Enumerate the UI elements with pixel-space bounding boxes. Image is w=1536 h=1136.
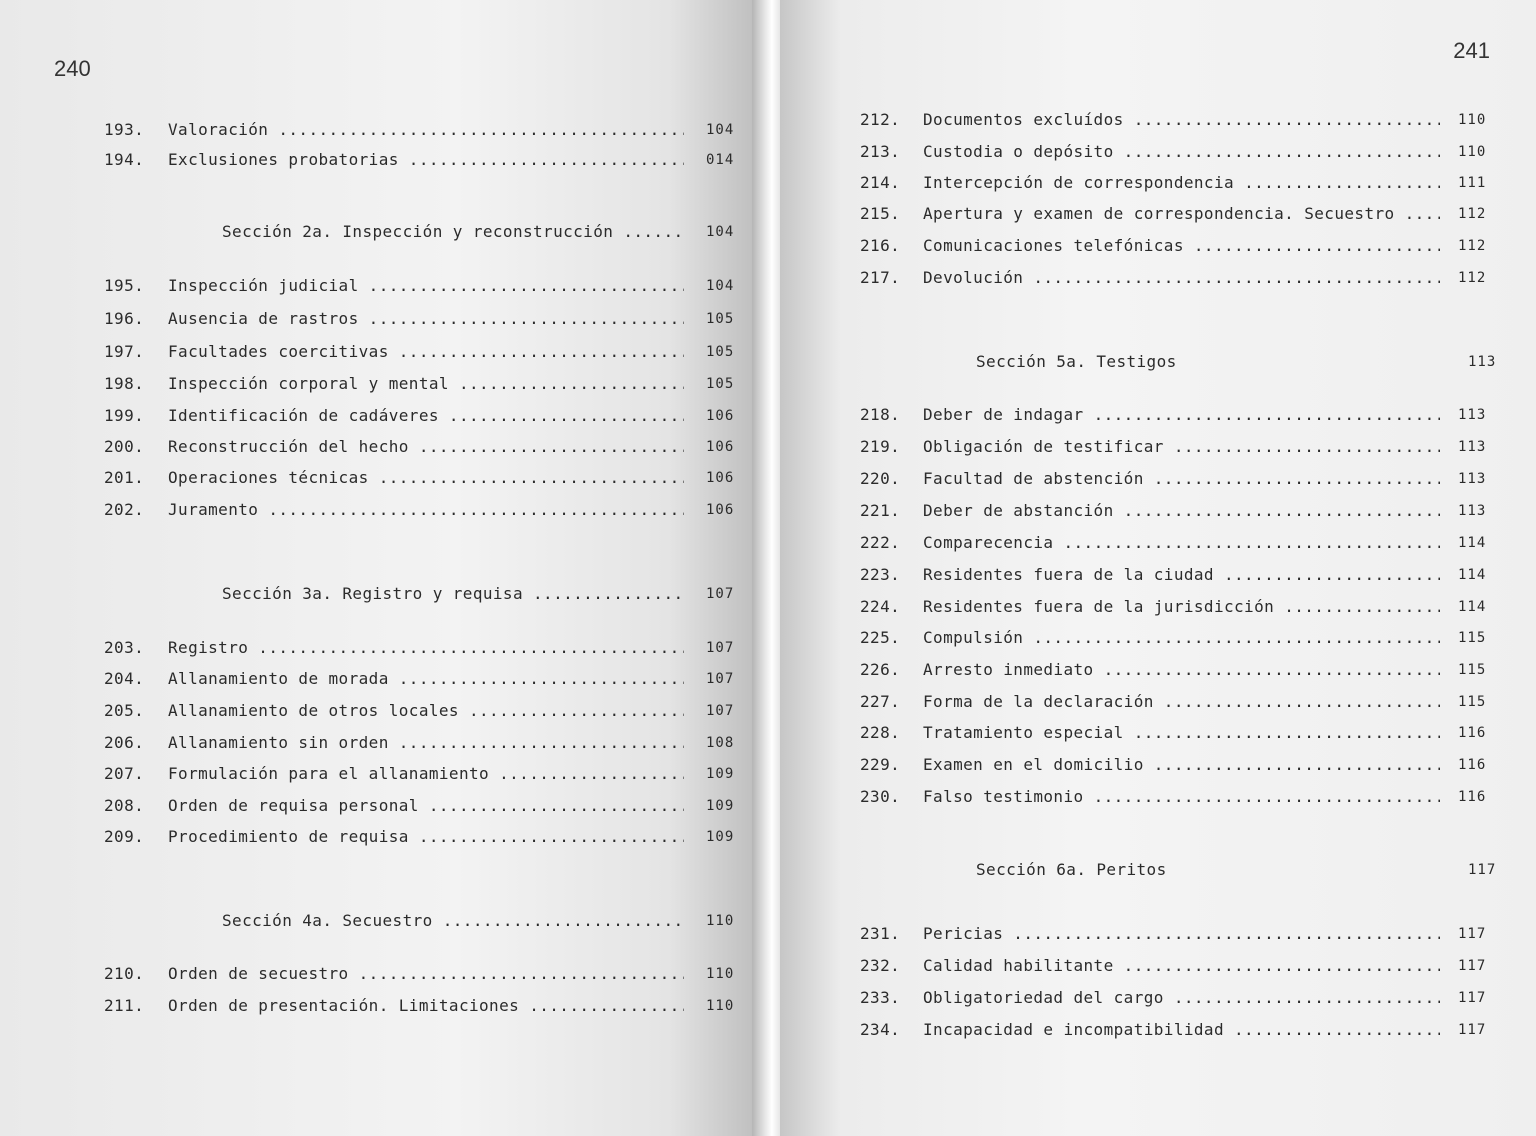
entry-page: 109	[706, 798, 735, 814]
section-page: 110	[706, 913, 735, 929]
entry-number: 210.	[104, 964, 145, 983]
entry-number: 233.	[860, 988, 901, 1007]
entry-title: Orden de presentación. Limitaciones .....	[168, 996, 684, 1015]
entry-number: 195.	[104, 276, 145, 295]
entry-page: 113	[1458, 407, 1487, 423]
entry-number: 229.	[860, 755, 901, 774]
entry-page: 117	[1458, 1022, 1487, 1038]
entry-title: Obligación de testificar .....	[923, 437, 1440, 456]
entry-page: 104	[706, 122, 735, 138]
entry-title: Pericias .....	[923, 924, 1440, 943]
section-title: Sección 6a. Peritos	[976, 860, 1167, 879]
toc-entry	[780, 755, 1536, 779]
entry-title: Exclusiones probatorias .....	[168, 150, 684, 169]
entry-number: 211.	[104, 996, 145, 1015]
entry-page: 109	[706, 829, 735, 845]
entry-number: 206.	[104, 733, 145, 752]
entry-page: 115	[1458, 694, 1487, 710]
entry-number: 202.	[104, 500, 145, 519]
section-title: Sección 3a. Registro y requisa .....	[222, 584, 684, 603]
section-page: 117	[1468, 862, 1497, 878]
entry-page: 110	[1458, 144, 1487, 160]
entry-number: 193.	[104, 120, 145, 139]
entry-page: 114	[1458, 599, 1487, 615]
toc-entry	[780, 173, 1536, 197]
entry-page: 110	[1458, 112, 1487, 128]
entry-number: 199.	[104, 406, 145, 425]
section-title: Sección 2a. Inspección y reconstrucción .....	[222, 222, 684, 241]
entry-title: Facultad de abstención .....	[923, 469, 1440, 488]
entry-number: 200.	[104, 437, 145, 456]
entry-title: Compulsión .....	[923, 628, 1440, 647]
toc-entry	[0, 468, 760, 492]
toc-entry	[780, 204, 1536, 228]
toc-entry	[0, 796, 760, 820]
entry-page: 113	[1458, 439, 1487, 455]
entry-page: 105	[706, 376, 735, 392]
entry-page: 105	[706, 311, 735, 327]
entry-number: 209.	[104, 827, 145, 846]
left-page	[0, 0, 760, 1136]
entry-page: 106	[706, 470, 735, 486]
toc-list-right	[780, 0, 1536, 1136]
entry-page: 113	[1458, 503, 1487, 519]
toc-entry	[780, 405, 1536, 429]
toc-entry	[780, 692, 1536, 716]
entry-number: 231.	[860, 924, 901, 943]
entry-number: 218.	[860, 405, 901, 424]
section-heading	[0, 584, 760, 608]
entry-number: 234.	[860, 1020, 901, 1039]
entry-page: 105	[706, 344, 735, 360]
entry-title: Formulación para el allanamiento .....	[168, 764, 684, 783]
entry-title: Allanamiento sin orden .....	[168, 733, 684, 752]
entry-number: 225.	[860, 628, 901, 647]
section-page: 113	[1468, 354, 1497, 370]
entry-page: 110	[706, 966, 735, 982]
entry-title: Comunicaciones telefónicas .....	[923, 236, 1440, 255]
toc-entry	[780, 597, 1536, 621]
entry-title: Comparecencia .....	[923, 533, 1440, 552]
entry-page: 117	[1458, 990, 1487, 1006]
entry-title: Forma de la declaración .....	[923, 692, 1440, 711]
entry-number: 214.	[860, 173, 901, 192]
entry-title: Residentes fuera de la jurisdicción .....	[923, 597, 1440, 616]
toc-entry	[0, 406, 760, 430]
entry-number: 232.	[860, 956, 901, 975]
toc-entry	[0, 437, 760, 461]
entry-title: Apertura y examen de correspondencia. Secuestro .....	[923, 204, 1440, 223]
entry-number: 194.	[104, 150, 145, 169]
entry-number: 227.	[860, 692, 901, 711]
entry-page: 113	[1458, 471, 1487, 487]
toc-entry	[780, 723, 1536, 747]
entry-number: 215.	[860, 204, 901, 223]
entry-number: 204.	[104, 669, 145, 688]
toc-entry	[780, 565, 1536, 589]
entry-number: 223.	[860, 565, 901, 584]
entry-page: 014	[706, 152, 735, 168]
entry-page: 108	[706, 735, 735, 751]
entry-page: 110	[706, 998, 735, 1014]
toc-entry	[0, 500, 760, 524]
entry-title: Operaciones técnicas .....	[168, 468, 684, 487]
entry-number: 224.	[860, 597, 901, 616]
entry-page: 106	[706, 408, 735, 424]
toc-entry	[780, 142, 1536, 166]
entry-title: Procedimiento de requisa .....	[168, 827, 684, 846]
toc-entry	[780, 787, 1536, 811]
entry-number: 196.	[104, 309, 145, 328]
toc-entry	[780, 988, 1536, 1012]
toc-entry	[780, 956, 1536, 980]
toc-entry	[780, 501, 1536, 525]
entry-page: 114	[1458, 567, 1487, 583]
entry-number: 222.	[860, 533, 901, 552]
entry-page: 107	[706, 640, 735, 656]
toc-entry	[0, 150, 760, 174]
entry-page: 112	[1458, 238, 1487, 254]
entry-page: 107	[706, 703, 735, 719]
entry-page: 117	[1458, 926, 1487, 942]
entry-title: Obligatoriedad del cargo .....	[923, 988, 1440, 1007]
entry-page: 104	[706, 278, 735, 294]
toc-entry	[0, 309, 760, 333]
entry-number: 226.	[860, 660, 901, 679]
entry-title: Falso testimonio .....	[923, 787, 1440, 806]
entry-title: Facultades coercitivas .....	[168, 342, 684, 361]
section-heading	[0, 911, 760, 935]
toc-entry	[780, 469, 1536, 493]
section-page: 104	[706, 224, 735, 240]
section-heading	[0, 222, 760, 246]
entry-page: 106	[706, 502, 735, 518]
entry-title: Identificación de cadáveres .....	[168, 406, 684, 425]
section-title: Sección 4a. Secuestro .....	[222, 911, 684, 930]
toc-entry	[780, 437, 1536, 461]
entry-page: 114	[1458, 535, 1487, 551]
entry-title: Allanamiento de morada .....	[168, 669, 684, 688]
entry-page: 116	[1458, 757, 1487, 773]
entry-title: Custodia o depósito .....	[923, 142, 1440, 161]
section-heading	[780, 352, 1536, 376]
toc-entry	[0, 638, 760, 662]
toc-entry	[0, 996, 760, 1020]
toc-entry	[0, 276, 760, 300]
entry-title: Orden de secuestro .....	[168, 964, 684, 983]
entry-number: 221.	[860, 501, 901, 520]
toc-entry	[780, 236, 1536, 260]
entry-page: 116	[1458, 725, 1487, 741]
entry-title: Reconstrucción del hecho .....	[168, 437, 684, 456]
entry-number: 213.	[860, 142, 901, 161]
entry-title: Calidad habilitante .....	[923, 956, 1440, 975]
entry-number: 201.	[104, 468, 145, 487]
toc-entry	[0, 120, 760, 144]
entry-number: 197.	[104, 342, 145, 361]
entry-number: 208.	[104, 796, 145, 815]
entry-number: 217.	[860, 268, 901, 287]
entry-title: Examen en el domicilio .....	[923, 755, 1440, 774]
entry-title: Ausencia de rastros .....	[168, 309, 684, 328]
toc-entry	[0, 764, 760, 788]
entry-number: 207.	[104, 764, 145, 783]
entry-title: Devolución .....	[923, 268, 1440, 287]
toc-entry	[0, 374, 760, 398]
toc-entry	[0, 827, 760, 851]
section-title: Sección 5a. Testigos	[976, 352, 1177, 371]
toc-entry	[780, 1020, 1536, 1044]
entry-page: 107	[706, 671, 735, 687]
section-heading	[780, 860, 1536, 884]
entry-number: 203.	[104, 638, 145, 657]
entry-number: 220.	[860, 469, 901, 488]
entry-page: 115	[1458, 662, 1487, 678]
entry-title: Inspección judicial .....	[168, 276, 684, 295]
toc-entry	[780, 924, 1536, 948]
toc-entry	[780, 628, 1536, 652]
entry-title: Residentes fuera de la ciudad .....	[923, 565, 1440, 584]
entry-number: 228.	[860, 723, 901, 742]
toc-list-left	[0, 0, 760, 1136]
entry-title: Inspección corporal y mental .....	[168, 374, 684, 393]
entry-title: Registro .....	[168, 638, 684, 657]
toc-entry	[0, 964, 760, 988]
entry-number: 198.	[104, 374, 145, 393]
entry-number: 219.	[860, 437, 901, 456]
entry-title: Intercepción de correspondencia .....	[923, 173, 1440, 192]
page-number: 241	[1453, 38, 1490, 63]
entry-page: 112	[1458, 206, 1487, 222]
toc-entry	[0, 669, 760, 693]
entry-page: 116	[1458, 789, 1487, 805]
toc-entry	[780, 110, 1536, 134]
toc-entry	[780, 660, 1536, 684]
entry-number: 216.	[860, 236, 901, 255]
page-number: 240	[54, 56, 91, 81]
entry-page: 109	[706, 766, 735, 782]
toc-entry	[0, 701, 760, 725]
toc-entry	[0, 342, 760, 366]
right-page	[780, 0, 1536, 1136]
toc-entry	[0, 733, 760, 757]
entry-title: Tratamiento especial .....	[923, 723, 1440, 742]
entry-title: Arresto inmediato .....	[923, 660, 1440, 679]
entry-title: Deber de abstanción .....	[923, 501, 1440, 520]
entry-title: Allanamiento de otros locales .....	[168, 701, 684, 720]
entry-number: 205.	[104, 701, 145, 720]
entry-title: Deber de indagar .....	[923, 405, 1440, 424]
entry-page: 115	[1458, 630, 1487, 646]
entry-page: 117	[1458, 958, 1487, 974]
entry-page: 106	[706, 439, 735, 455]
entry-title: Juramento .....	[168, 500, 684, 519]
toc-entry	[780, 533, 1536, 557]
entry-number: 230.	[860, 787, 901, 806]
entry-page: 111	[1458, 175, 1487, 191]
entry-title: Valoración .....	[168, 120, 684, 139]
entry-title: Documentos excluídos .....	[923, 110, 1440, 129]
toc-entry	[780, 268, 1536, 292]
entry-title: Incapacidad e incompatibilidad .....	[923, 1020, 1440, 1039]
entry-page: 112	[1458, 270, 1487, 286]
section-page: 107	[706, 586, 735, 602]
entry-title: Orden de requisa personal .....	[168, 796, 684, 815]
entry-number: 212.	[860, 110, 901, 129]
